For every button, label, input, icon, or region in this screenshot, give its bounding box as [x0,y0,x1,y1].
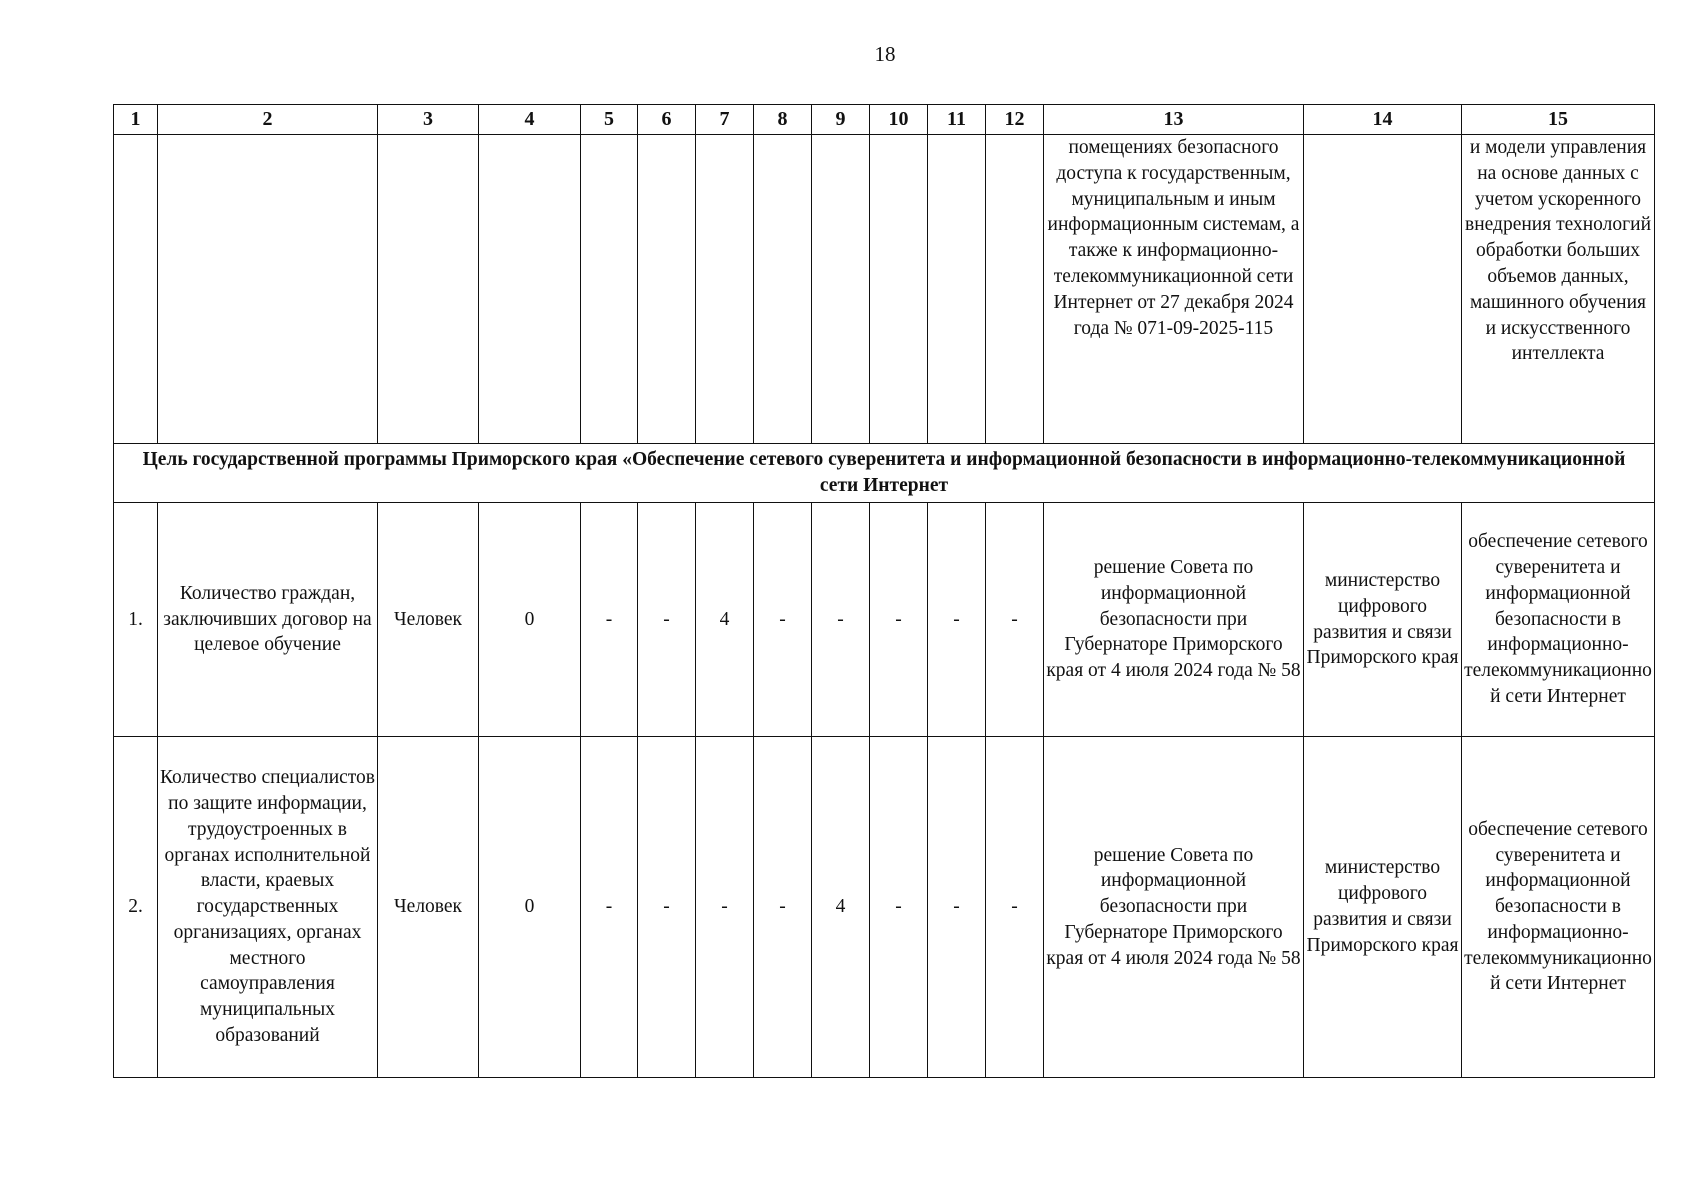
value-cell: 4 [696,503,754,737]
value-cell: - [581,503,638,737]
empty-cell [581,135,638,444]
value-cell: - [870,503,928,737]
header-cell: 13 [1044,105,1304,135]
indicators-table [113,104,1655,1078]
continuation-row [114,135,1655,444]
header-cell: 15 [1462,105,1655,135]
goal-link-cell: обеспечение сетевого суверенитета и информационной безопасности в информационно-телекоммуникационной сети Интернет [1462,737,1655,1078]
value-cell: - [986,503,1044,737]
empty-cell [479,135,581,444]
value-cell: - [928,503,986,737]
value-cell: - [638,737,696,1078]
header-cell: 8 [754,105,812,135]
header-cell: 6 [638,105,696,135]
indicator-name: Количество специалистов по защите информации, трудоустроенных в органах исполнительной власти, краевых государственных организациях, органах местного самоуправления муниципальных образований [158,737,378,1078]
header-cell: 4 [479,105,581,135]
header-cell: 3 [378,105,479,135]
header-cell: 1 [114,105,158,135]
header-cell: 7 [696,105,754,135]
header-cell: 11 [928,105,986,135]
empty-cell [114,135,158,444]
row-number: 2. [114,737,158,1078]
unit-cell: Человек [378,737,479,1078]
header-cell: 9 [812,105,870,135]
header-cell: 14 [1304,105,1462,135]
value-cell: 0 [479,503,581,737]
value-cell: - [638,503,696,737]
value-cell: - [986,737,1044,1078]
empty-cell [1304,135,1462,444]
basis-cell: помещениях безопасного доступа к государственным, муниципальным и иным информационным системам, а также к информационно-телекоммуникационной сети Интернет от 27 декабря 2024 года № 071-09-2025-115 [1044,135,1304,444]
table-row [114,737,1655,1078]
indicator-name: Количество граждан, заключивших договор на целевое обучение [158,503,378,737]
value-cell: - [928,737,986,1078]
value-cell: - [754,503,812,737]
goal-row [114,444,1655,503]
value-cell: - [754,737,812,1078]
header-cell: 5 [581,105,638,135]
empty-cell [378,135,479,444]
value-cell: - [696,737,754,1078]
header-cell: 2 [158,105,378,135]
goal-heading: Цель государственной программы Приморского края «Обеспечение сетевого суверенитета и информационной безопасности в информационно-телекоммуникационной сети Интернет [114,444,1655,503]
header-row [114,105,1655,135]
value-cell: - [870,737,928,1078]
basis-cell: решение Совета по информационной безопасности при Губернаторе Приморского края от 4 июля 2024 года № 58 [1044,503,1304,737]
empty-cell [638,135,696,444]
empty-cell [986,135,1044,444]
basis-cell: решение Совета по информационной безопасности при Губернаторе Приморского края от 4 июля 2024 года № 58 [1044,737,1304,1078]
header-cell: 10 [870,105,928,135]
empty-cell [754,135,812,444]
empty-cell [812,135,870,444]
value-cell: 4 [812,737,870,1078]
empty-cell [696,135,754,444]
row-number: 1. [114,503,158,737]
responsible-cell: министерство цифрового развития и связи Приморского края [1304,503,1462,737]
value-cell: 0 [479,737,581,1078]
empty-cell [158,135,378,444]
header-cell: 12 [986,105,1044,135]
unit-cell: Человек [378,503,479,737]
table-row [114,503,1655,737]
value-cell: - [581,737,638,1078]
value-cell: - [812,503,870,737]
responsible-cell: министерство цифрового развития и связи Приморского края [1304,737,1462,1078]
goal-link-cell: и модели управления на основе данных с учетом ускоренного внедрения технологий обработки больших объемов данных, машинного обучения и искусственного интеллекта [1462,135,1655,444]
empty-cell [928,135,986,444]
goal-link-cell: обеспечение сетевого суверенитета и информационной безопасности в информационно-телекоммуникационной сети Интернет [1462,503,1655,737]
empty-cell [870,135,928,444]
page-number: 18 [874,42,896,66]
